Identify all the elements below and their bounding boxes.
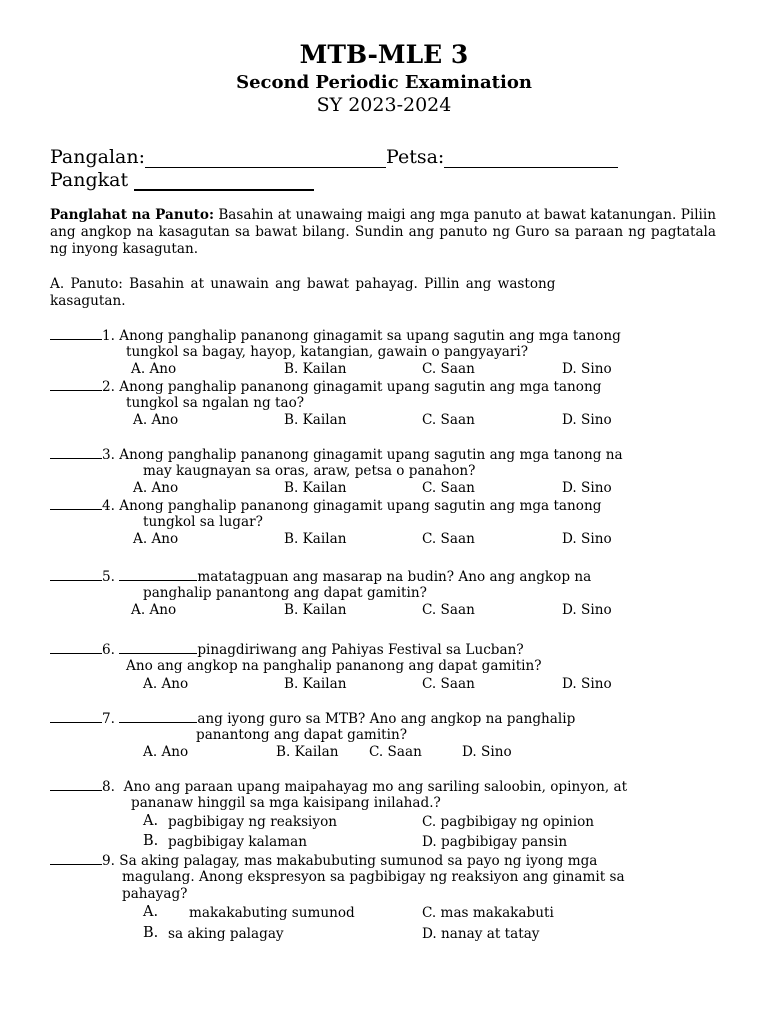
q8-option-d[interactable]: D. pagbibigay pansin (422, 834, 568, 850)
general-instructions (50, 207, 716, 258)
answer-blank[interactable] (50, 852, 102, 865)
question-9-line3: pahayag? (122, 886, 188, 902)
q7-option-b[interactable]: B. Kailan (276, 744, 339, 760)
school-year: SY 2023-2024 (316, 94, 452, 116)
question-1: 1. Anong panghalip pananong ginagamit sa upang sagutin ang mga tanong (50, 327, 621, 345)
q3-option-a[interactable]: A. Ano (133, 480, 179, 496)
exam-title: MTB-MLE 3 (299, 40, 469, 69)
q4-option-d[interactable]: D. Sino (562, 531, 612, 547)
q5-option-a[interactable]: A. Ano (131, 602, 177, 618)
section-a-line1: A. Panuto: Basahin at unawain ang bawat pahayag. Pillin ang wastong (50, 276, 556, 292)
q2-option-d[interactable]: D. Sino (562, 412, 612, 428)
q1-option-d[interactable]: D. Sino (562, 361, 612, 377)
q4-option-b[interactable]: B. Kailan (284, 531, 347, 547)
q9-option-a[interactable]: makakabuting sumunod (189, 905, 355, 921)
answer-blank[interactable] (50, 327, 102, 340)
q6-option-a[interactable]: A. Ano (143, 676, 189, 692)
question-2: 2. Anong panghalip pananong ginagamit upang sagutin ang mga tanong (50, 378, 601, 396)
q9-option-b-letter[interactable]: B. (143, 925, 159, 941)
answer-blank[interactable] (50, 710, 102, 723)
answer-blank[interactable] (50, 497, 102, 510)
question-4: 4. Anong panghalip pananong ginagamit upang sagutin ang mga tanong (50, 497, 601, 515)
q2-option-b[interactable]: B. Kailan (284, 412, 347, 428)
q9-option-d[interactable]: D. nanay at tatay (422, 926, 540, 942)
name-label: Pangalan: (50, 146, 146, 168)
name-blank[interactable] (145, 149, 386, 168)
question-2-line2: tungkol sa ngalan ng tao? (126, 395, 305, 411)
question-7-line2: panantong ang dapat gamitin? (196, 727, 408, 743)
question-6-line2: Ano ang angkop na panghalip pananong ang dapat gamitin? (126, 658, 542, 674)
q4-option-a[interactable]: A. Ano (133, 531, 179, 547)
answer-blank[interactable] (50, 378, 102, 391)
date-blank[interactable] (444, 149, 618, 168)
q2-option-a[interactable]: A. Ano (133, 412, 179, 428)
name-field[interactable] (50, 146, 618, 168)
q8-option-b-letter[interactable]: B. (143, 833, 159, 849)
question-4-line2: tungkol sa lugar? (143, 514, 263, 530)
question-9: 9. Sa aking palagay, mas makabubuting sumunod sa payo ng iyong mga (50, 852, 597, 870)
q9-option-c[interactable]: C. mas makakabuti (422, 905, 554, 921)
question-3: 3. Anong panghalip pananong ginagamit upang sagutin ang mga tanong na (50, 446, 623, 464)
q3-option-b[interactable]: B. Kailan (284, 480, 347, 496)
question-1-line2: tungkol sa bagay, hayop, katangian, gawain o pangyayari? (126, 344, 529, 360)
question-6: 6. pinagdiriwang ang Pahiyas Festival sa Lucban? (50, 641, 524, 659)
q1-option-c[interactable]: C. Saan (422, 361, 475, 377)
q4-option-c[interactable]: C. Saan (422, 531, 475, 547)
question-9-line2: magulang. Anong ekspresyon sa pagbibigay ng reaksiyon ang ginamit sa (122, 869, 625, 885)
section-field[interactable] (50, 169, 314, 191)
q8-option-a-letter[interactable]: A. (143, 813, 159, 829)
section-label: Pangkat (50, 169, 129, 191)
q1-option-b[interactable]: B. Kailan (284, 361, 347, 377)
q3-option-d[interactable]: D. Sino (562, 480, 612, 496)
instructions-text: Basahin at unawaing maigi ang mga panuto at bawat katanungan. Piliin ang angkop na kasagutan sa bawat bilang. Sundin ang panuto ng Guro sa paraan ng pagtatala ng inyong kasagutan. (50, 207, 716, 257)
question-8: 8. Ano ang paraan upang maipahayag mo ang sariling saloobin, opinyon, at (50, 778, 627, 796)
q7-option-d[interactable]: D. Sino (462, 744, 512, 760)
q6-option-c[interactable]: C. Saan (422, 676, 475, 692)
answer-blank[interactable] (50, 778, 102, 791)
q1-option-a[interactable]: A. Ano (131, 361, 177, 377)
question-3-line2: may kaugnayan sa oras, araw, petsa o panahon? (143, 463, 476, 479)
q8-option-b[interactable]: pagbibigay kalaman (168, 834, 307, 850)
question-8-line2: pananaw hinggil sa mga kaisipang inilahad.? (131, 795, 441, 811)
q5-option-d[interactable]: D. Sino (562, 602, 612, 618)
q8-option-a[interactable]: pagbibigay ng reaksiyon (168, 814, 338, 830)
q9-option-b[interactable]: sa aking palagay (168, 926, 284, 942)
answer-blank[interactable] (50, 446, 102, 459)
fill-in-blank[interactable] (119, 710, 197, 723)
question-5-line2: panghalip panantong ang dapat gamitin? (143, 585, 427, 601)
q5-option-c[interactable]: C. Saan (422, 602, 475, 618)
answer-blank[interactable] (50, 641, 102, 654)
section-blank[interactable] (134, 171, 314, 191)
instructions-label: Panglahat na Panuto: (50, 207, 214, 223)
fill-in-blank[interactable] (119, 641, 197, 654)
q8-option-c[interactable]: C. pagbibigay ng opinion (422, 814, 595, 830)
q6-option-b[interactable]: B. Kailan (284, 676, 347, 692)
section-a-line2: kasagutan. (50, 293, 126, 309)
q2-option-c[interactable]: C. Saan (422, 412, 475, 428)
answer-blank[interactable] (50, 568, 102, 581)
q7-option-c[interactable]: C. Saan (369, 744, 422, 760)
q9-option-a-letter[interactable]: A. (143, 904, 159, 920)
question-7: 7. ang iyong guro sa MTB? Ano ang angkop na panghalip (50, 710, 575, 728)
question-5: 5. matatagpuan ang masarap na budin? Ano ang angkop na (50, 568, 591, 586)
q3-option-c[interactable]: C. Saan (422, 480, 475, 496)
q5-option-b[interactable]: B. Kailan (284, 602, 347, 618)
q6-option-d[interactable]: D. Sino (562, 676, 612, 692)
exam-subtitle: Second Periodic Examination (236, 72, 532, 93)
date-label: Petsa: (386, 146, 445, 168)
q7-option-a[interactable]: A. Ano (143, 744, 189, 760)
fill-in-blank[interactable] (119, 568, 197, 581)
